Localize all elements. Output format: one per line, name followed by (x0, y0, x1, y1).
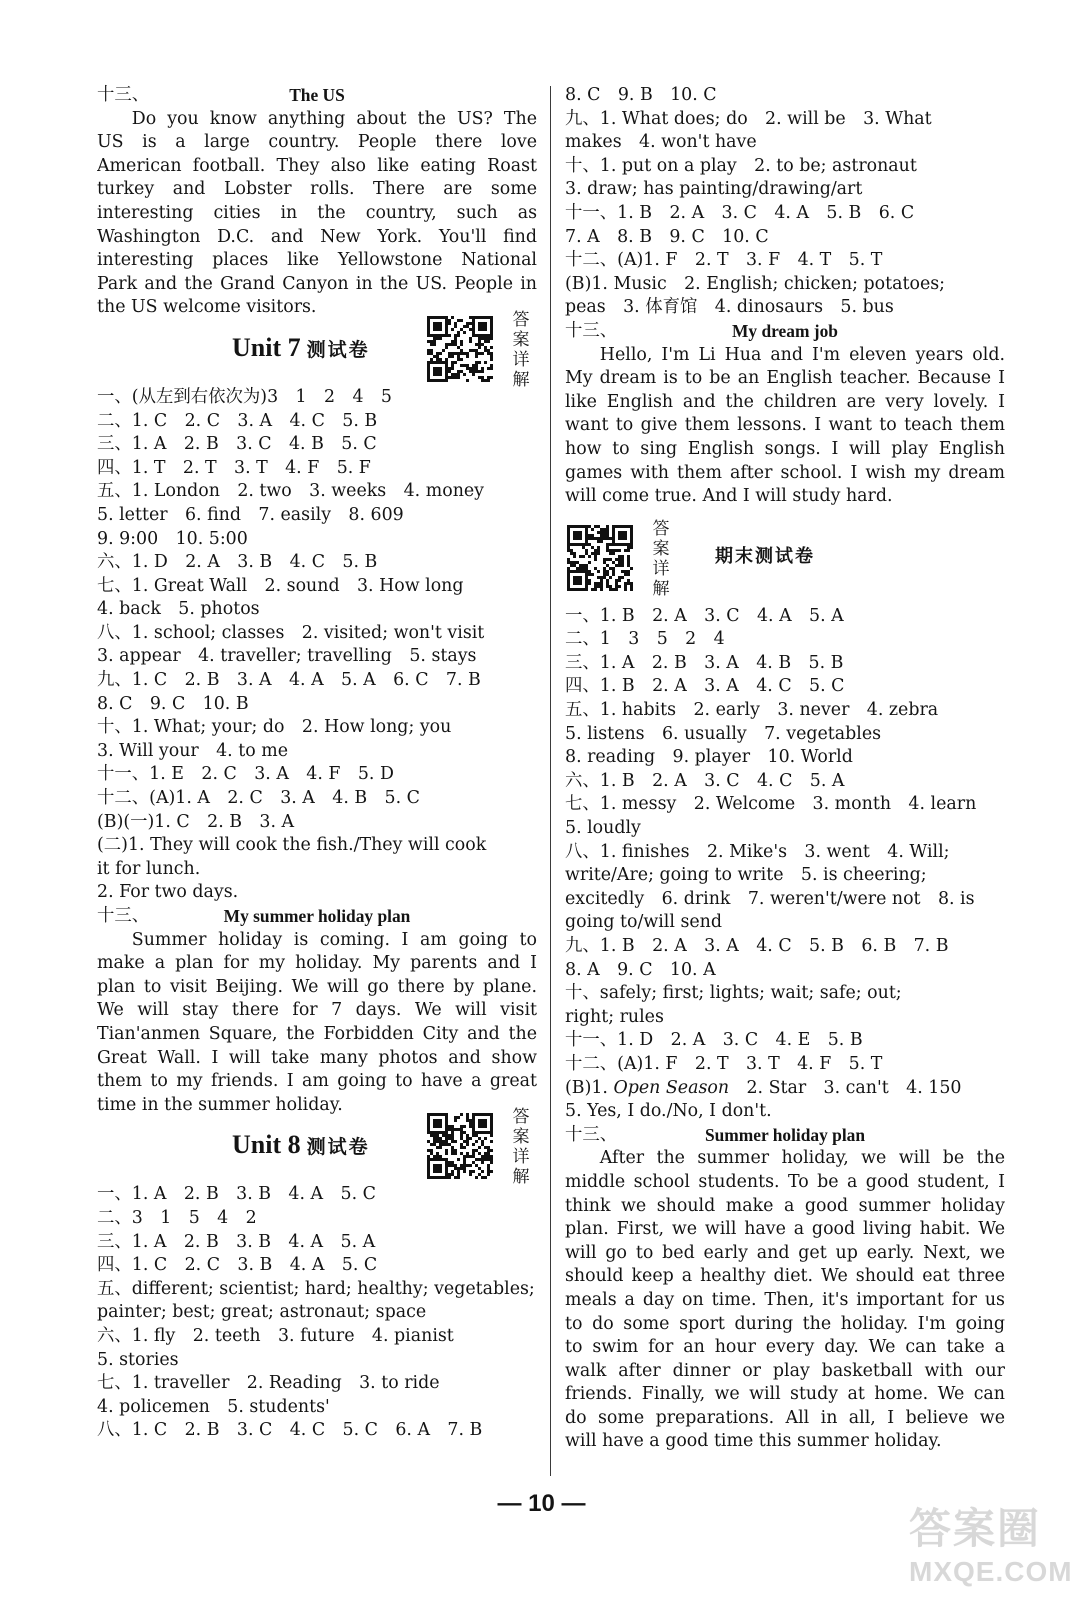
unit-8-answers-continued (565, 84, 1005, 320)
right-column (565, 84, 1005, 1454)
qr-label: 答案详解 (652, 518, 670, 599)
section-number: 十三、 (97, 85, 150, 105)
essay-line: Tian'anmen Square, the Forbidden City and the (97, 1023, 537, 1044)
section-header (97, 905, 537, 929)
essay-title: The US (289, 85, 345, 105)
answer-line: 8. reading 9. player 10. World (565, 747, 853, 768)
answer-line: 十、1. What; your; do 2. How long; you (97, 717, 452, 738)
answer-line: 二、1 3 5 2 4 (565, 629, 725, 650)
answer-line: (B)1. Music 2. English; chicken; potatoes; (565, 273, 946, 294)
essay-title: My dream job (732, 320, 838, 341)
essay-line: walk after dinner or play basketball with our (565, 1360, 1005, 1381)
answer-line: 五、1. habits 2. early 3. never 4. zebra (565, 700, 939, 721)
answer-line: right; rules (565, 1006, 664, 1027)
unit-8-answers (97, 1183, 537, 1443)
answer-line: 十、safely; first; lights; wait; safe; out; (565, 983, 902, 1004)
essay-line: like English and the children are very lovely. I (565, 391, 1005, 412)
answer-line: 十、1. put on a play 2. to be; astronaut (565, 155, 917, 176)
answer-line: painter; best; great; astronaut; space (97, 1302, 427, 1323)
essay-line: My dream is to be an English teacher. Because I (565, 368, 1005, 389)
qr-label: 答案详解 (512, 1107, 530, 1188)
unit-7-answers (97, 386, 537, 905)
answer-line: 八、1. finishes 2. Mike's 3. went 4. Will; (565, 841, 950, 862)
answer-line: 六、1. fly 2. teeth 3. future 4. pianist (97, 1325, 454, 1346)
answer-line: 四、1. T 2. T 3. T 4. F 5. F (97, 457, 371, 478)
answer-line: 5. Yes, I do./No, I don't. (565, 1101, 772, 1122)
answer-line: 三、1. A 2. B 3. C 4. B 5. C (97, 434, 377, 455)
essay-line: Great Wall. I will take many photos and show (97, 1047, 537, 1068)
essay-line: Park and the Grand Canyon in the US. People in (97, 273, 537, 294)
answer-line: it for lunch. (97, 858, 201, 879)
unit-title: Unit 7 测试卷 (232, 332, 370, 362)
essay-line: will have a good time this summer holiday. (565, 1431, 942, 1452)
essay-line: do some preparations. All in all, I believe we (565, 1407, 1005, 1428)
answer-line: 3. appear 4. traveller; travelling 5. stays (97, 646, 477, 667)
answer-line: 5. letter 6. find 7. easily 8. 609 (97, 504, 404, 525)
essay-line: Do you know anything about the US? The (131, 108, 537, 129)
qr-code[interactable] (425, 1107, 530, 1188)
column-divider (550, 86, 551, 1476)
answer-line: 4. policemen 5. students' (97, 1396, 330, 1417)
answer-line: 十二、(A)1. A 2. C 3. A 4. B 5. C (97, 788, 420, 809)
essay-line: Hello, I'm Li Hua and I'm eleven years old. (599, 344, 1005, 365)
final-exam-title: 期末测试卷 (715, 545, 815, 567)
essay-line: US is a large country. People there love (97, 132, 537, 153)
final-exam-header (565, 509, 1005, 605)
essay-line: will come true. And I will study hard. (565, 486, 893, 507)
answer-line: 二、1. C 2. C 3. A 4. C 5. B (97, 410, 378, 431)
answer-line: going to/will send (565, 912, 722, 933)
essay-line: time in the summer holiday. (97, 1094, 343, 1115)
answer-line: write/Are; going to write 5. is cheering; (565, 865, 927, 886)
answer-line: 三、1. A 2. B 3. A 4. B 5. B (565, 652, 844, 673)
essay-title: Summer holiday plan (704, 1124, 866, 1145)
answer-line: 十一、1. D 2. A 3. C 4. E 5. B (565, 1030, 863, 1051)
answer-line: 三、1. A 2. B 3. B 4. A 5. A (97, 1231, 376, 1252)
answer-line: 3. draw; has painting/drawing/art (565, 179, 863, 200)
section-number: 十三、 (565, 320, 618, 341)
essay-line: will go to bed early and get up early. Next, we (565, 1242, 1005, 1263)
essay-line: Washington D.C. and New York. You'll find (97, 226, 537, 247)
essay-line: want to give them lessons. I want to teach them (565, 415, 1005, 436)
answer-line: 七、1. messy 2. Welcome 3. month 4. learn (565, 794, 977, 815)
answer-line: 3. Will your 4. to me (97, 740, 288, 761)
answer-line: 十二、(A)1. F 2. T 3. T 4. F 5. T (565, 1053, 883, 1074)
answer-line: excitedly 6. drink 7. weren't/were not 8. is (565, 888, 975, 909)
answer-line: 一、1. B 2. A 3. C 4. A 5. A (565, 605, 844, 626)
essay-line: to swim for an hour every day. We can take a (565, 1337, 1005, 1358)
answer-line: 四、1. C 2. C 3. B 4. A 5. C (97, 1255, 378, 1276)
answer-line: 六、1. B 2. A 3. C 4. C 5. A (565, 770, 845, 791)
answer-line: 五、1. London 2. two 3. weeks 4. money (97, 481, 485, 502)
essay-line: meals a day on time. Then, it's important for us (565, 1289, 1005, 1310)
answer-line: 十一、1. B 2. A 3. C 4. A 5. B 6. C (565, 202, 915, 223)
answer-line: 二、3 1 5 4 2 (97, 1207, 257, 1228)
essay-line: friends. Finally, we will study at home. We can (565, 1384, 1005, 1405)
essay-summer-holiday-plan (565, 1147, 1005, 1454)
answer-line: 九、1. B 2. A 3. A 4. C 5. B 6. B 7. B (565, 936, 949, 956)
essay-line: the US welcome visitors. (97, 297, 317, 318)
essay-line: turkey and Lobster rolls. There are some (97, 179, 537, 200)
answer-line: (B)1. Open Season 2. Star 3. can't 4. 150 (565, 1077, 962, 1098)
answer-line: 一、(从左到右依次为)3 1 2 4 5 (97, 386, 392, 407)
answer-line: 十一、1. E 2. C 3. A 4. F 5. D (97, 764, 394, 785)
essay-title: My summer holiday plan (223, 906, 411, 926)
essay-line: American football. They also like eating Roast (97, 155, 537, 176)
unit-8-header (97, 1107, 537, 1188)
essay-line: games with them after school. I wish my dream (565, 462, 1005, 483)
movie-title: Open Season (613, 1077, 730, 1098)
section-number: 十三、 (97, 906, 150, 926)
section-header (97, 84, 537, 108)
answer-line: 4. back 5. photos (97, 599, 260, 620)
qr-code[interactable] (565, 518, 670, 599)
essay-line: interesting cities in the country, such as (97, 202, 537, 223)
answer-line: 八、1. C 2. B 3. C 4. C 5. C 6. A 7. B (97, 1420, 483, 1441)
answer-line: 五、different; scientist; hard; healthy; vegetables; (97, 1278, 535, 1299)
essay-line: think we should make a good summer holiday (565, 1195, 1005, 1216)
left-column (97, 84, 537, 1443)
section-header (565, 1124, 1005, 1148)
answer-line: 十二、(A)1. F 2. T 3. F 4. T 5. T (565, 250, 883, 271)
answer-line: 七、1. Great Wall 2. sound 3. How long (97, 575, 464, 596)
essay-line: plan. First, we will have a good living habit. We (565, 1219, 1005, 1240)
answer-line: 8. C 9. B 10. C (565, 85, 717, 105)
answer-line: 七、1. traveller 2. Reading 3. to ride (97, 1373, 440, 1394)
answer-line: 八、1. school; classes 2. visited; won't visit (97, 622, 485, 643)
answer-line: peas 3. 体育馆 4. dinosaurs 5. bus (565, 297, 894, 318)
answer-line: 5. listens 6. usually 7. vegetables (565, 723, 882, 744)
answer-line: 一、1. A 2. B 3. B 4. A 5. C (97, 1184, 376, 1205)
essay-line: We will stay there for 7 days. We will visit (97, 1000, 537, 1021)
answer-line: 8. A 9. C 10. A (565, 959, 716, 980)
essay-line: them to my friends. I am going to have a great (97, 1071, 537, 1092)
essay-line: plan to visit Beijing. We will go there by plane. (97, 976, 537, 997)
essay-dream-job (565, 344, 1005, 509)
answer-line: (二)1. They will cook the fish./They will cook (97, 835, 487, 856)
essay-line: how to sing English songs. I will play English (565, 438, 1005, 459)
qr-label: 答案详解 (512, 309, 530, 390)
page-number: — 10 — (497, 1490, 586, 1517)
essay-line: After the summer holiday, we will be the (599, 1148, 1005, 1169)
essay-summer-plan (97, 929, 537, 1118)
answer-line: 六、1. D 2. A 3. B 4. C 5. B (97, 552, 378, 573)
answer-line: 九、1. C 2. B 3. A 4. A 5. A 6. C 7. B (97, 670, 481, 691)
section-header (565, 320, 1005, 344)
answer-line: (B)(一)1. C 2. B 3. A (97, 811, 295, 832)
essay-line: to do some sport during the holiday. I'm going (565, 1313, 1005, 1334)
essay-line: make a plan for my holiday. My parents and I (97, 953, 537, 974)
answer-line: 8. C 9. C 10. B (97, 693, 249, 714)
answer-line: 九、1. What does; do 2. will be 3. What (565, 108, 932, 129)
unit-title: Unit 8 测试卷 (232, 1130, 370, 1160)
answer-line: 9. 9:00 10. 5:00 (97, 528, 248, 549)
answer-line: 四、1. B 2. A 3. A 4. C 5. C (565, 676, 845, 697)
final-exam-answers (565, 605, 1005, 1124)
essay-line: middle school students. To be a good student, I (565, 1171, 1005, 1192)
answer-line: 2. For two days. (97, 882, 239, 903)
answer-line: makes 4. won't have (565, 132, 757, 153)
essay-line: should keep a healthy diet. We should eat three (565, 1266, 1005, 1287)
unit-7-header (97, 309, 537, 390)
essay-line: interesting places like Yellowstone National (97, 250, 537, 271)
answer-line: 5. stories (97, 1349, 179, 1370)
section-number: 十三、 (565, 1124, 618, 1145)
watermark-logo: 答案圈 MXQE.COM (909, 1504, 1073, 1587)
essay-the-us (97, 108, 537, 320)
answer-line: 5. loudly (565, 818, 641, 839)
essay-line: Summer holiday is coming. I am going to (131, 929, 537, 950)
qr-code[interactable] (425, 309, 530, 390)
answer-line: 7. A 8. B 9. C 10. C (565, 226, 769, 247)
